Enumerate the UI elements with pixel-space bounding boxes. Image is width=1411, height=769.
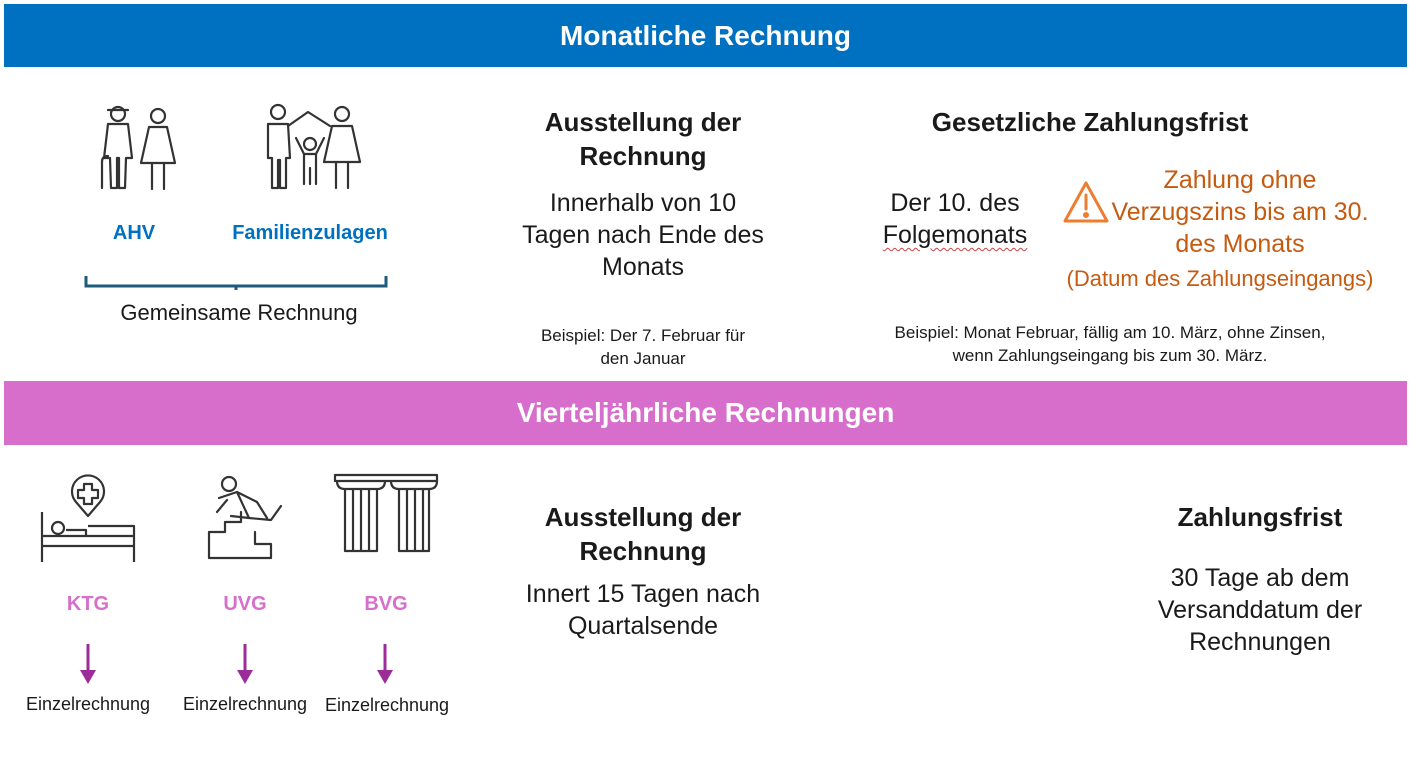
monthly-banner — [4, 4, 1407, 67]
elderly-couple-icon — [88, 100, 184, 192]
label-familienzulagen: Familienzulagen — [232, 222, 388, 244]
monthly-deadline-text-2: Folgemonats — [882, 221, 1028, 249]
monthly-deadline-example-1: Beispiel: Monat Februar, fällig am 10. März, ohne Zinsen, — [894, 323, 1326, 342]
monthly-deadline-text-1: Der 10. des — [890, 189, 1020, 217]
combined-invoice-label: Gemeinsame Rechnung — [120, 300, 358, 325]
quarterly-issue-text: Innert 15 Tagen nach Quartalsende — [525, 580, 761, 640]
warning-note: (Datum des Zahlungseingangs) — [1066, 266, 1374, 291]
arrow-down-icon — [236, 644, 254, 686]
warning-text: Zahlung ohne Verzugszins bis am 30. des Monats — [1111, 166, 1369, 258]
quarterly-deadline-text: 30 Tage ab dem Versanddatum der Rechnungen — [1157, 564, 1363, 656]
monthly-title: Monatliche Rechnung — [560, 19, 851, 51]
monthly-issue-heading: Ausstellung der Rechnung — [544, 107, 742, 171]
monthly-issue-example: Beispiel: Der 7. Februar für den Januar — [540, 326, 746, 368]
label-uvg: UVG — [223, 593, 267, 615]
quarterly-banner — [4, 381, 1407, 445]
label-ktg: KTG — [66, 593, 110, 615]
sick-bed-icon — [38, 470, 138, 564]
single-invoice-ktg: Einzelrechnung — [25, 694, 151, 714]
monthly-deadline-heading: Gesetzliche Zahlungsfrist — [931, 107, 1249, 137]
pillars-icon — [333, 473, 439, 555]
single-invoice-uvg: Einzelrechnung — [182, 694, 308, 714]
warning-icon — [1062, 180, 1110, 224]
falling-stairs-icon — [205, 472, 287, 560]
arrow-down-icon — [79, 644, 97, 686]
quarterly-title: Vierteljährliche Rechnungen — [516, 397, 895, 428]
quarterly-deadline-heading: Zahlungsfrist — [1177, 502, 1343, 532]
label-ahv: AHV — [112, 222, 156, 244]
label-bvg: BVG — [364, 593, 408, 615]
brace-icon — [84, 274, 392, 292]
family-icon — [260, 102, 362, 192]
monthly-issue-text: Innerhalb von 10 Tagen nach Ende des Monats — [522, 189, 764, 281]
quarterly-issue-heading: Ausstellung der Rechnung — [544, 502, 742, 566]
monthly-deadline-example-2: wenn Zahlungseingang bis zum 30. März. — [952, 346, 1268, 365]
arrow-down-icon — [376, 644, 394, 686]
single-invoice-bvg: Einzelrechnung — [324, 695, 450, 715]
